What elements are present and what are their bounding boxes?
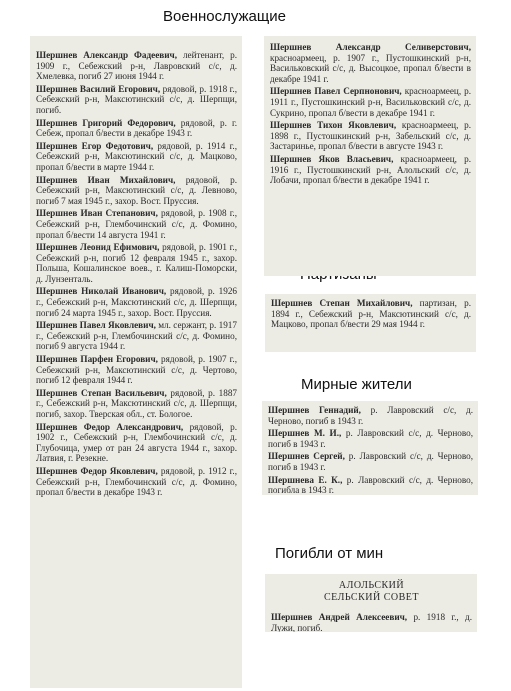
entry-name: Шершнев Парфен Егорович,: [36, 354, 158, 365]
entry-text: рядовой, р. 1918 г., Себежский р-н, Максютинский с/с, д. Шерпщи, погиб.: [36, 83, 238, 115]
entry-name: Шершнева Е. К.,: [268, 474, 343, 485]
entry-name: Шершнев Павел Серпнонович,: [270, 86, 402, 97]
entry-text: красноармеец, р. 1907 г., Пустошкинский р-н, Васильковский с/с, д. Высоцкое, пропал б/вести в декабре 1941 г.: [270, 52, 471, 84]
entry-name: Шершнев Иван Михайлович,: [36, 174, 176, 185]
entry-text: красноармеец, р. 1911 г., Пустошкинский р-н, Васильковский с/с, д. Сукрино, пропал б/вести в декабре 1941 г.: [270, 86, 471, 118]
mines-scan: [265, 574, 477, 632]
entry-name: Шершнев Александр Селиверстович,: [270, 42, 471, 52]
list-item: [36, 175, 237, 207]
list-item: [36, 208, 237, 240]
entry-name: Шершнев Иван Степанович,: [36, 208, 158, 219]
list-item: [270, 86, 471, 118]
entry-text: р. Лавровский с/с, д. Черново, погиб в 1943 г.: [268, 451, 473, 472]
entry-name: Шершнев М. И.,: [268, 428, 342, 439]
military-left-list: [36, 50, 237, 498]
entry-text: мл. сержант, р. 1917 г., Себежский р-н, Глембочинский с/с, д. Фомино, погиб 9 августа 1944 г.: [36, 320, 237, 352]
list-item: [271, 612, 472, 632]
military-right-list: [270, 42, 471, 186]
list-item: [36, 118, 237, 139]
council-title-line2: СЕЛЬСКИЙ СОВЕТ: [324, 592, 419, 603]
entry-name: Шершнев Павел Яковлевич,: [36, 320, 156, 331]
military-scan-right: [264, 36, 476, 276]
partisans-list: [271, 298, 471, 330]
list-item: [36, 141, 237, 173]
entry-name: Шершнев Александр Фадеевич,: [36, 50, 178, 60]
entry-text: р. Лавровский с/с, д. Черново, погибла в 1943 г.: [268, 474, 474, 495]
list-item: [36, 84, 237, 116]
list-item: [36, 388, 237, 420]
list-item: [36, 286, 237, 318]
list-item: [36, 242, 237, 284]
entry-text: р. Лавровский с/с, д. Черново, погиб в 1943 г.: [268, 428, 474, 449]
entry-text: рядовой, р. 1901 г., Себежский р-н, погиб 12 февраля 1945 г., захор. Польша, Кошалинское воев., г. Калиш-Поморски, д. Лунзенталь.: [36, 242, 238, 284]
civilians-list: [268, 405, 473, 495]
list-item: [271, 298, 471, 330]
entry-text: р. 1918 г., д. Лужи, погиб.: [271, 612, 473, 632]
list-item: [36, 354, 237, 386]
entry-name: Шершнев Федор Яковлевич,: [36, 465, 158, 476]
entry-text: рядовой, р. 1926 г., Себежский р-н, Максютинский с/с, д. Шерпщи, погиб 24 марта 1945 г., захор. Вост. Пруссия.: [36, 286, 238, 318]
list-item: [268, 428, 473, 449]
partisans-scan: [265, 294, 476, 352]
entry-name: Шершнев Сергей,: [268, 451, 345, 462]
entry-name: Шершнев Андрей Алексеевич,: [271, 612, 408, 622]
entry-text: рядовой, р. 1907 г., Себежский р-н, Максютинский с/с, д. Чертово, погиб 12 февраля 1944 г.: [36, 354, 237, 386]
list-item: [36, 50, 237, 82]
entry-text: красноармеец, р. 1898 г., Пустошкинский р-н, Забельский с/с, д. Застаринье, пропал б/вести в августе 1943 г.: [270, 120, 471, 152]
entry-text: рядовой, р. 1902 г., Себежский р-н, Глембочинский с/с, д. Глубочица, умер от ран 24 августа 1944 г., захор. Латвия, г. Резекне.: [36, 421, 237, 464]
entry-text: рядовой, р. Себежский р-н, Максютинский с/с, д. Левново, погиб 7 мая 1945 г., захор. Вост. Пруссия.: [36, 174, 237, 206]
entry-text: красноармеец, р. 1916 г., Пустошкинский р-н, Алольский с/с, д. Лобачи, пропал б/вести в декабре 1941 г.: [270, 153, 471, 186]
entry-text: р. Лавровский с/с, д. Черново, погиб в 1943 г.: [268, 405, 473, 426]
list-item: [268, 451, 473, 472]
entry-name: Шершнев Василий Егорович,: [36, 83, 161, 94]
entry-name: Шершнев Леонид Ефимович,: [36, 242, 160, 253]
list-item: [268, 405, 473, 426]
entry-name: Шершнев Николай Иванович,: [36, 286, 167, 297]
scan-cut-line: [36, 40, 237, 50]
council-title-line1: АЛОЛЬСКИЙ: [338, 580, 405, 591]
entry-name: Шершнев Геннадий,: [268, 405, 361, 415]
entry-name: Шершнев Григорий Федорович,: [36, 117, 176, 128]
heading-civilians: Мирные жители: [301, 376, 412, 393]
entry-text: лейтенант, р. 1909 г., Себежский р-н, Лавровский с/с, д. Хмелевка, погиб 27 июня 1944 г.: [36, 50, 237, 82]
entry-name: Шершнев Яков Власьевич,: [270, 153, 394, 164]
list-item: [268, 475, 473, 495]
heading-military: Военнослужащие: [163, 8, 286, 25]
entry-name: Шершнев Федор Александрович,: [36, 421, 184, 432]
list-item: [36, 422, 237, 464]
list-item: [36, 320, 237, 352]
entry-text: партизан, р. 1894 г., Себежский р-н, Максютинский с/с, д. Мацково, пропал б/вести 29 мая 1944 г.: [271, 298, 472, 330]
list-item: [36, 466, 237, 498]
list-item: [270, 154, 471, 186]
heading-mines: Погибли от мин: [275, 545, 384, 562]
entry-text: рядовой, р. г. Себеж, пропал б/вести в декабре 1943 г.: [36, 117, 238, 139]
civilians-scan: [262, 401, 478, 495]
military-scan-left: [30, 36, 242, 688]
entry-name: Шершнев Степан Васильевич,: [36, 387, 167, 398]
entry-text: рядовой, р. 1908 г., Себежский р-н, Глембочинский с/с, д. Фомино, пропал б/вести 14 августа 1941 г.: [36, 208, 238, 240]
entry-text: рядовой, р. 1912 г., Себежский р-н, Глембочинский с/с, д. Фомино, пропал б/вести в декабре 1943 г.: [36, 465, 238, 498]
list-item: [270, 42, 471, 84]
list-item: [270, 120, 471, 152]
council-title: [271, 580, 472, 604]
entry-text: рядовой, р. 1914 г., Себежский р-н, Максютинский с/с, д. Мацково, пропал б/вести в марте 1944 г.: [36, 140, 237, 172]
entry-name: Шершнев Степан Михайлович,: [271, 298, 413, 308]
entry-name: Шершнев Егор Федотович,: [36, 140, 154, 151]
entry-name: Шершнев Тихон Яковлевич,: [270, 120, 397, 131]
entry-text: рядовой, р. 1887 г., Себежский р-н, Максютинский с/с, д. Шерпщи, погиб, захор. Тверская обл., ст. Бологое.: [36, 387, 238, 419]
